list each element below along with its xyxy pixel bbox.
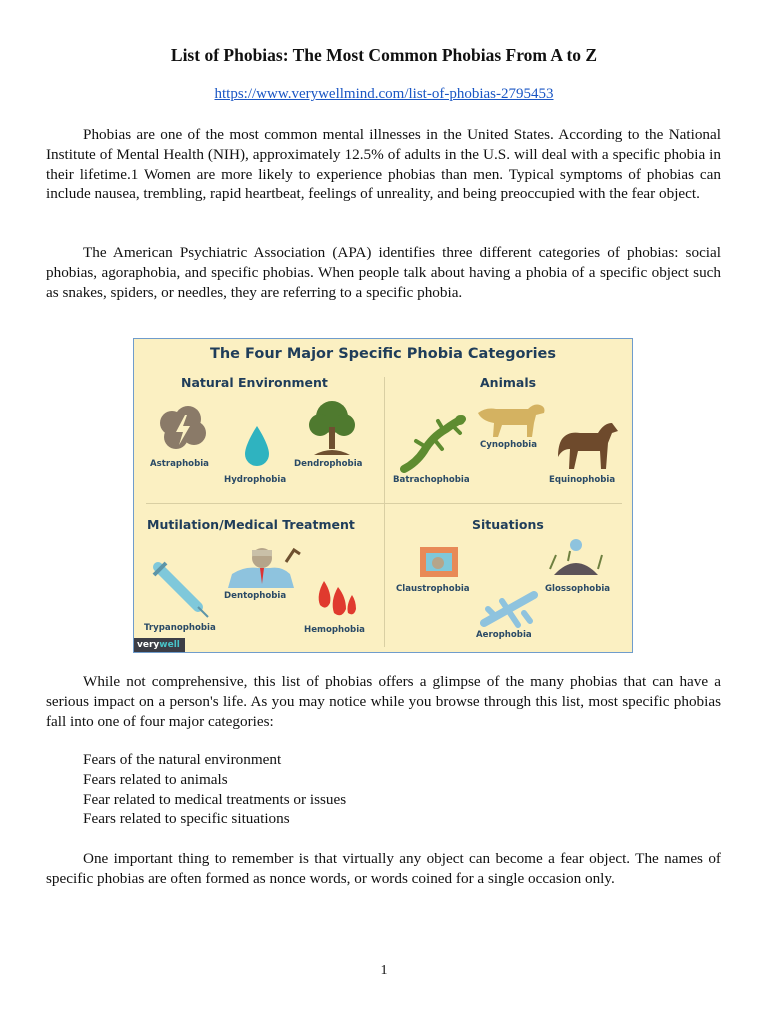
- document-title: List of Phobias: The Most Common Phobias From A to Z: [170, 45, 598, 65]
- label-aerophobia: Aerophobia: [476, 630, 532, 640]
- airplane-icon: [480, 587, 538, 631]
- page-number: 1: [380, 963, 388, 978]
- blood-drops-icon: [314, 579, 360, 621]
- category-list: [83, 750, 346, 829]
- label-dentophobia: Dentophobia: [224, 591, 287, 601]
- paragraph-list-intro: While not comprehensive, this list of phobias offers a glimpse of the many phobias that can have a serious impact on a person's life. As you may notice while you browse through this list, most specific phobias fall into one of four major categories:: [46, 673, 721, 730]
- label-trypanophobia: Trypanophobia: [144, 623, 216, 633]
- dog-icon: [472, 397, 550, 439]
- category-medical: Mutilation/Medical Treatment: [147, 517, 355, 532]
- category-natural-environment: Natural Environment: [181, 375, 328, 390]
- list-item: Fears related to animals: [83, 770, 228, 788]
- syringe-icon: [150, 561, 212, 619]
- figure-divider-vertical: [384, 377, 385, 647]
- list-item: Fear related to medical treatments or issues: [83, 790, 347, 808]
- figure-divider-horizontal: [146, 503, 622, 504]
- label-batrachophobia: Batrachophobia: [393, 475, 470, 485]
- dentist-icon: [224, 544, 302, 588]
- label-claustrophobia: Claustrophobia: [396, 584, 470, 594]
- list-item: Fears of the natural environment: [83, 751, 282, 768]
- paragraph-categories: The American Psychiatric Association (APA) identifies three different categories of phobias: social phobias, agoraphobia, and specific phobias. When people talk about having a phobia of a specific object such as snakes, spiders, or needles, they are referring to a specific phobia.: [46, 244, 721, 301]
- water-drop-icon: [242, 424, 272, 470]
- category-animals: Animals: [480, 375, 537, 390]
- label-glossophobia: Glossophobia: [545, 584, 611, 594]
- list-item: Fears related to specific situations: [83, 810, 290, 828]
- label-hemophobia: Hemophobia: [304, 625, 365, 635]
- label-dendrophobia: Dendrophobia: [294, 459, 363, 469]
- tree-icon: [304, 397, 360, 461]
- paragraph-intro: Phobias are one of the most common mental illnesses in the United States. According to the National Institute of Mental Health (NIH), approximately 12.5% of adults in the U.S. will deal with a specific phobia in their lifetime.1 Women are more likely to experience phobias than men. Typical symptoms of phobias can include nausea, trembling, rapid heartbeat, feelings of unreality, and being preoccupied with the fear object.: [46, 126, 721, 203]
- label-astraphobia: Astraphobia: [150, 459, 209, 469]
- label-equinophobia: Equinophobia: [549, 475, 616, 485]
- category-situations: Situations: [472, 517, 544, 532]
- horse-icon: [552, 419, 622, 475]
- storm-cloud-icon: [154, 401, 210, 457]
- public-speaking-icon: [546, 535, 604, 579]
- brand-logo: verywell: [134, 638, 185, 652]
- phobia-categories-figure: [133, 338, 633, 653]
- label-cynophobia: Cynophobia: [480, 440, 538, 450]
- figure-title: The Four Major Specific Phobia Categories: [209, 346, 557, 362]
- enclosed-space-icon: [418, 545, 460, 579]
- paragraph-closing: One important thing to remember is that virtually any object can become a fear object. The names of specific phobias are often formed as nonce words, or words coined for a single occasion only.: [46, 850, 721, 887]
- label-hydrophobia: Hydrophobia: [224, 475, 287, 485]
- lizard-icon: [396, 411, 468, 473]
- source-link[interactable]: https://www.verywellmind.com/list-of-phobias-2795453: [214, 86, 554, 102]
